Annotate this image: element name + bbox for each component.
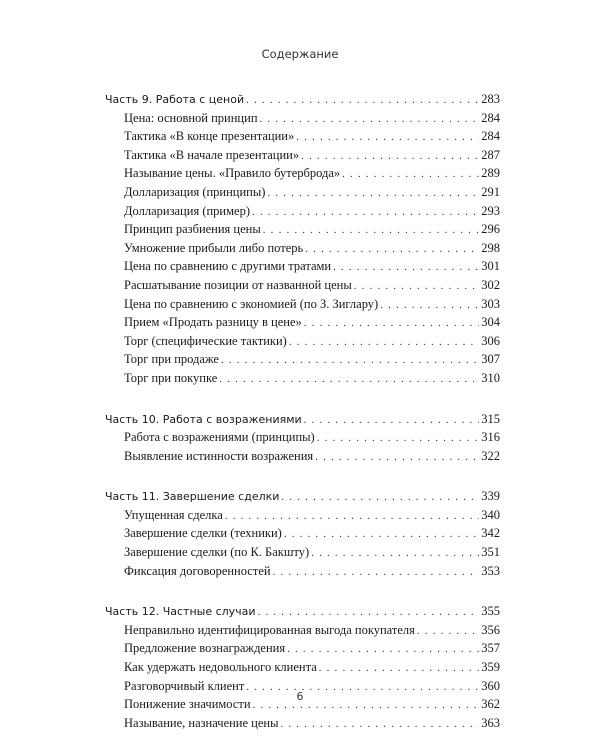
toc-entry[interactable] — [105, 297, 500, 316]
leader-dots — [333, 261, 479, 273]
leader-dots — [267, 187, 479, 199]
toc-part-10 — [105, 412, 500, 468]
toc-entry[interactable] — [105, 526, 500, 545]
toc-entry-title: Разговорчивый клиент — [124, 678, 245, 693]
toc-page-number: 284 — [481, 129, 500, 144]
leader-dots — [258, 606, 480, 618]
toc-entry-title: Тактика «В начале презентации» — [124, 147, 300, 162]
toc-page-number: 359 — [481, 660, 500, 675]
toc-page-number: 351 — [481, 545, 500, 560]
toc-entry[interactable] — [105, 204, 500, 223]
toc-entry-title: Завершение сделки (по К. Бакшту) — [124, 545, 310, 560]
leader-dots — [219, 373, 479, 385]
toc-entry[interactable] — [105, 111, 500, 130]
toc-page-number: 301 — [481, 259, 500, 274]
toc-page-number: 303 — [481, 296, 500, 311]
toc-entry[interactable] — [105, 564, 500, 583]
toc-page-number: 356 — [481, 622, 500, 637]
toc-page-number: 306 — [481, 333, 500, 348]
toc-entry[interactable] — [105, 449, 500, 468]
toc-page-number: 289 — [481, 166, 500, 181]
toc-entry[interactable] — [105, 623, 500, 642]
toc-entry[interactable] — [105, 166, 500, 185]
table-of-contents — [105, 92, 500, 756]
toc-page-number: 342 — [481, 526, 500, 541]
toc-entry[interactable] — [105, 660, 500, 679]
toc-page-number: 339 — [481, 489, 500, 504]
toc-entry-title: Тактика «В конце презентации» — [124, 129, 295, 144]
toc-entry-title: Работа с возражениями (принципы) — [124, 430, 315, 445]
toc-part-heading[interactable] — [105, 412, 500, 431]
toc-page-number: 304 — [481, 315, 500, 330]
toc-part-12 — [105, 604, 500, 734]
leader-dots — [260, 113, 480, 125]
toc-page-number: 340 — [481, 507, 500, 522]
toc-entry[interactable] — [105, 371, 500, 390]
toc-page-number: 362 — [481, 697, 500, 712]
toc-entry[interactable] — [105, 241, 500, 260]
leader-dots — [289, 336, 479, 348]
toc-entry-title: Понижение значимости — [124, 697, 251, 712]
leader-dots — [304, 317, 479, 329]
toc-entry-title: Прием «Продать разницу в цене» — [124, 315, 302, 330]
toc-page-number: 291 — [481, 184, 500, 199]
leader-dots — [221, 354, 479, 366]
leader-dots — [304, 414, 480, 426]
toc-part-heading[interactable] — [105, 604, 500, 623]
toc-entry-title: Цена: основной принцип — [124, 110, 258, 125]
toc-part-title: Часть 9. Работа с ценой — [105, 93, 245, 106]
leader-dots — [287, 643, 479, 655]
toc-entry-title: Принцип разбиения цены — [124, 222, 261, 237]
toc-entry[interactable] — [105, 129, 500, 148]
toc-entry[interactable] — [105, 315, 500, 334]
leader-dots — [252, 206, 479, 218]
toc-page-number: 296 — [481, 222, 500, 237]
running-head: Содержание — [261, 47, 339, 61]
toc-page-number: 363 — [481, 715, 500, 730]
page-number: 6 — [296, 690, 304, 703]
toc-entry-title: Называние, назначение цены — [124, 715, 279, 730]
toc-entry-title: Умножение прибыли либо потерь — [124, 240, 304, 255]
toc-page-number: 357 — [481, 641, 500, 656]
toc-page-number: 315 — [481, 411, 500, 426]
toc-entry[interactable] — [105, 545, 500, 564]
toc-page-number: 316 — [481, 430, 500, 445]
leader-dots — [380, 299, 479, 311]
leader-dots — [225, 510, 479, 522]
leader-dots — [281, 491, 479, 503]
toc-entry-title: Торг при покупке — [124, 370, 218, 385]
toc-entry[interactable] — [105, 430, 500, 449]
toc-part-heading[interactable] — [105, 489, 500, 508]
toc-entry[interactable] — [105, 259, 500, 278]
toc-page-number: 284 — [481, 110, 500, 125]
toc-entry[interactable] — [105, 508, 500, 527]
toc-entry[interactable] — [105, 352, 500, 371]
toc-page-number: 298 — [481, 240, 500, 255]
leader-dots — [296, 131, 479, 143]
toc-entry-title: Цена по сравнению с экономией (по З. Зиглару) — [124, 296, 379, 311]
toc-page-number: 283 — [481, 92, 500, 106]
toc-entry-title: Выявление истинности возражения — [124, 448, 314, 463]
toc-part-9 — [105, 92, 500, 390]
leader-dots — [281, 718, 480, 730]
toc-entry-title: Упущенная сделка — [124, 507, 223, 522]
toc-entry[interactable] — [105, 716, 500, 735]
toc-part-title: Часть 11. Завершение сделки — [105, 490, 280, 504]
toc-entry-title: Цена по сравнению с другими тратами — [124, 259, 332, 274]
toc-entry-title: Неправильно идентифицированная выгода покупателя — [124, 622, 415, 637]
toc-part-title: Часть 10. Работа с возражениями — [105, 412, 302, 426]
leader-dots — [305, 243, 479, 255]
toc-page-number: 310 — [481, 370, 500, 385]
toc-entry[interactable] — [105, 278, 500, 297]
leader-dots — [263, 224, 479, 236]
leader-dots — [315, 451, 479, 463]
leader-dots — [246, 94, 479, 106]
toc-entry-title: Долларизация (принципы) — [124, 184, 266, 199]
toc-entry-title: Расшатывание позиции от названной цены — [124, 277, 352, 292]
toc-page-number: 360 — [481, 678, 500, 693]
toc-entry-title: Завершение сделки (техники) — [124, 526, 282, 541]
toc-entry-title: Долларизация (пример) — [124, 203, 250, 218]
toc-entry[interactable] — [105, 222, 500, 241]
toc-entry-title: Как удержать недовольного клиента — [124, 660, 317, 675]
toc-entry[interactable] — [105, 185, 500, 204]
leader-dots — [311, 547, 479, 559]
leader-dots — [319, 662, 480, 674]
toc-page-number: 293 — [481, 203, 500, 218]
toc-part-heading[interactable] — [105, 92, 500, 111]
toc-part-11 — [105, 489, 500, 582]
toc-entry[interactable] — [105, 334, 500, 353]
leader-dots — [301, 150, 479, 162]
toc-entry-title: Фиксация договоренностей — [124, 563, 271, 578]
leader-dots — [273, 566, 480, 578]
toc-entry[interactable] — [105, 148, 500, 167]
toc-entry-title: Называние цены. «Правило бутерброда» — [124, 166, 341, 181]
toc-entry-title: Торг при продаже — [124, 352, 219, 367]
leader-dots — [284, 528, 479, 540]
toc-page-number: 322 — [481, 448, 500, 463]
toc-entry-title: Предложение вознаграждения — [124, 641, 286, 656]
toc-entry-title: Торг (специфические тактики) — [124, 333, 287, 348]
leader-dots — [317, 432, 480, 444]
toc-part-title: Часть 12. Частные случаи — [105, 605, 256, 619]
toc-page-number: 355 — [481, 604, 500, 619]
leader-dots — [354, 280, 479, 292]
toc-page-number: 307 — [481, 352, 500, 367]
leader-dots — [342, 168, 479, 180]
toc-page-number: 302 — [481, 277, 500, 292]
toc-page-number: 353 — [481, 563, 500, 578]
toc-entry[interactable] — [105, 641, 500, 660]
leader-dots — [417, 625, 479, 637]
toc-page-number: 287 — [481, 147, 500, 162]
